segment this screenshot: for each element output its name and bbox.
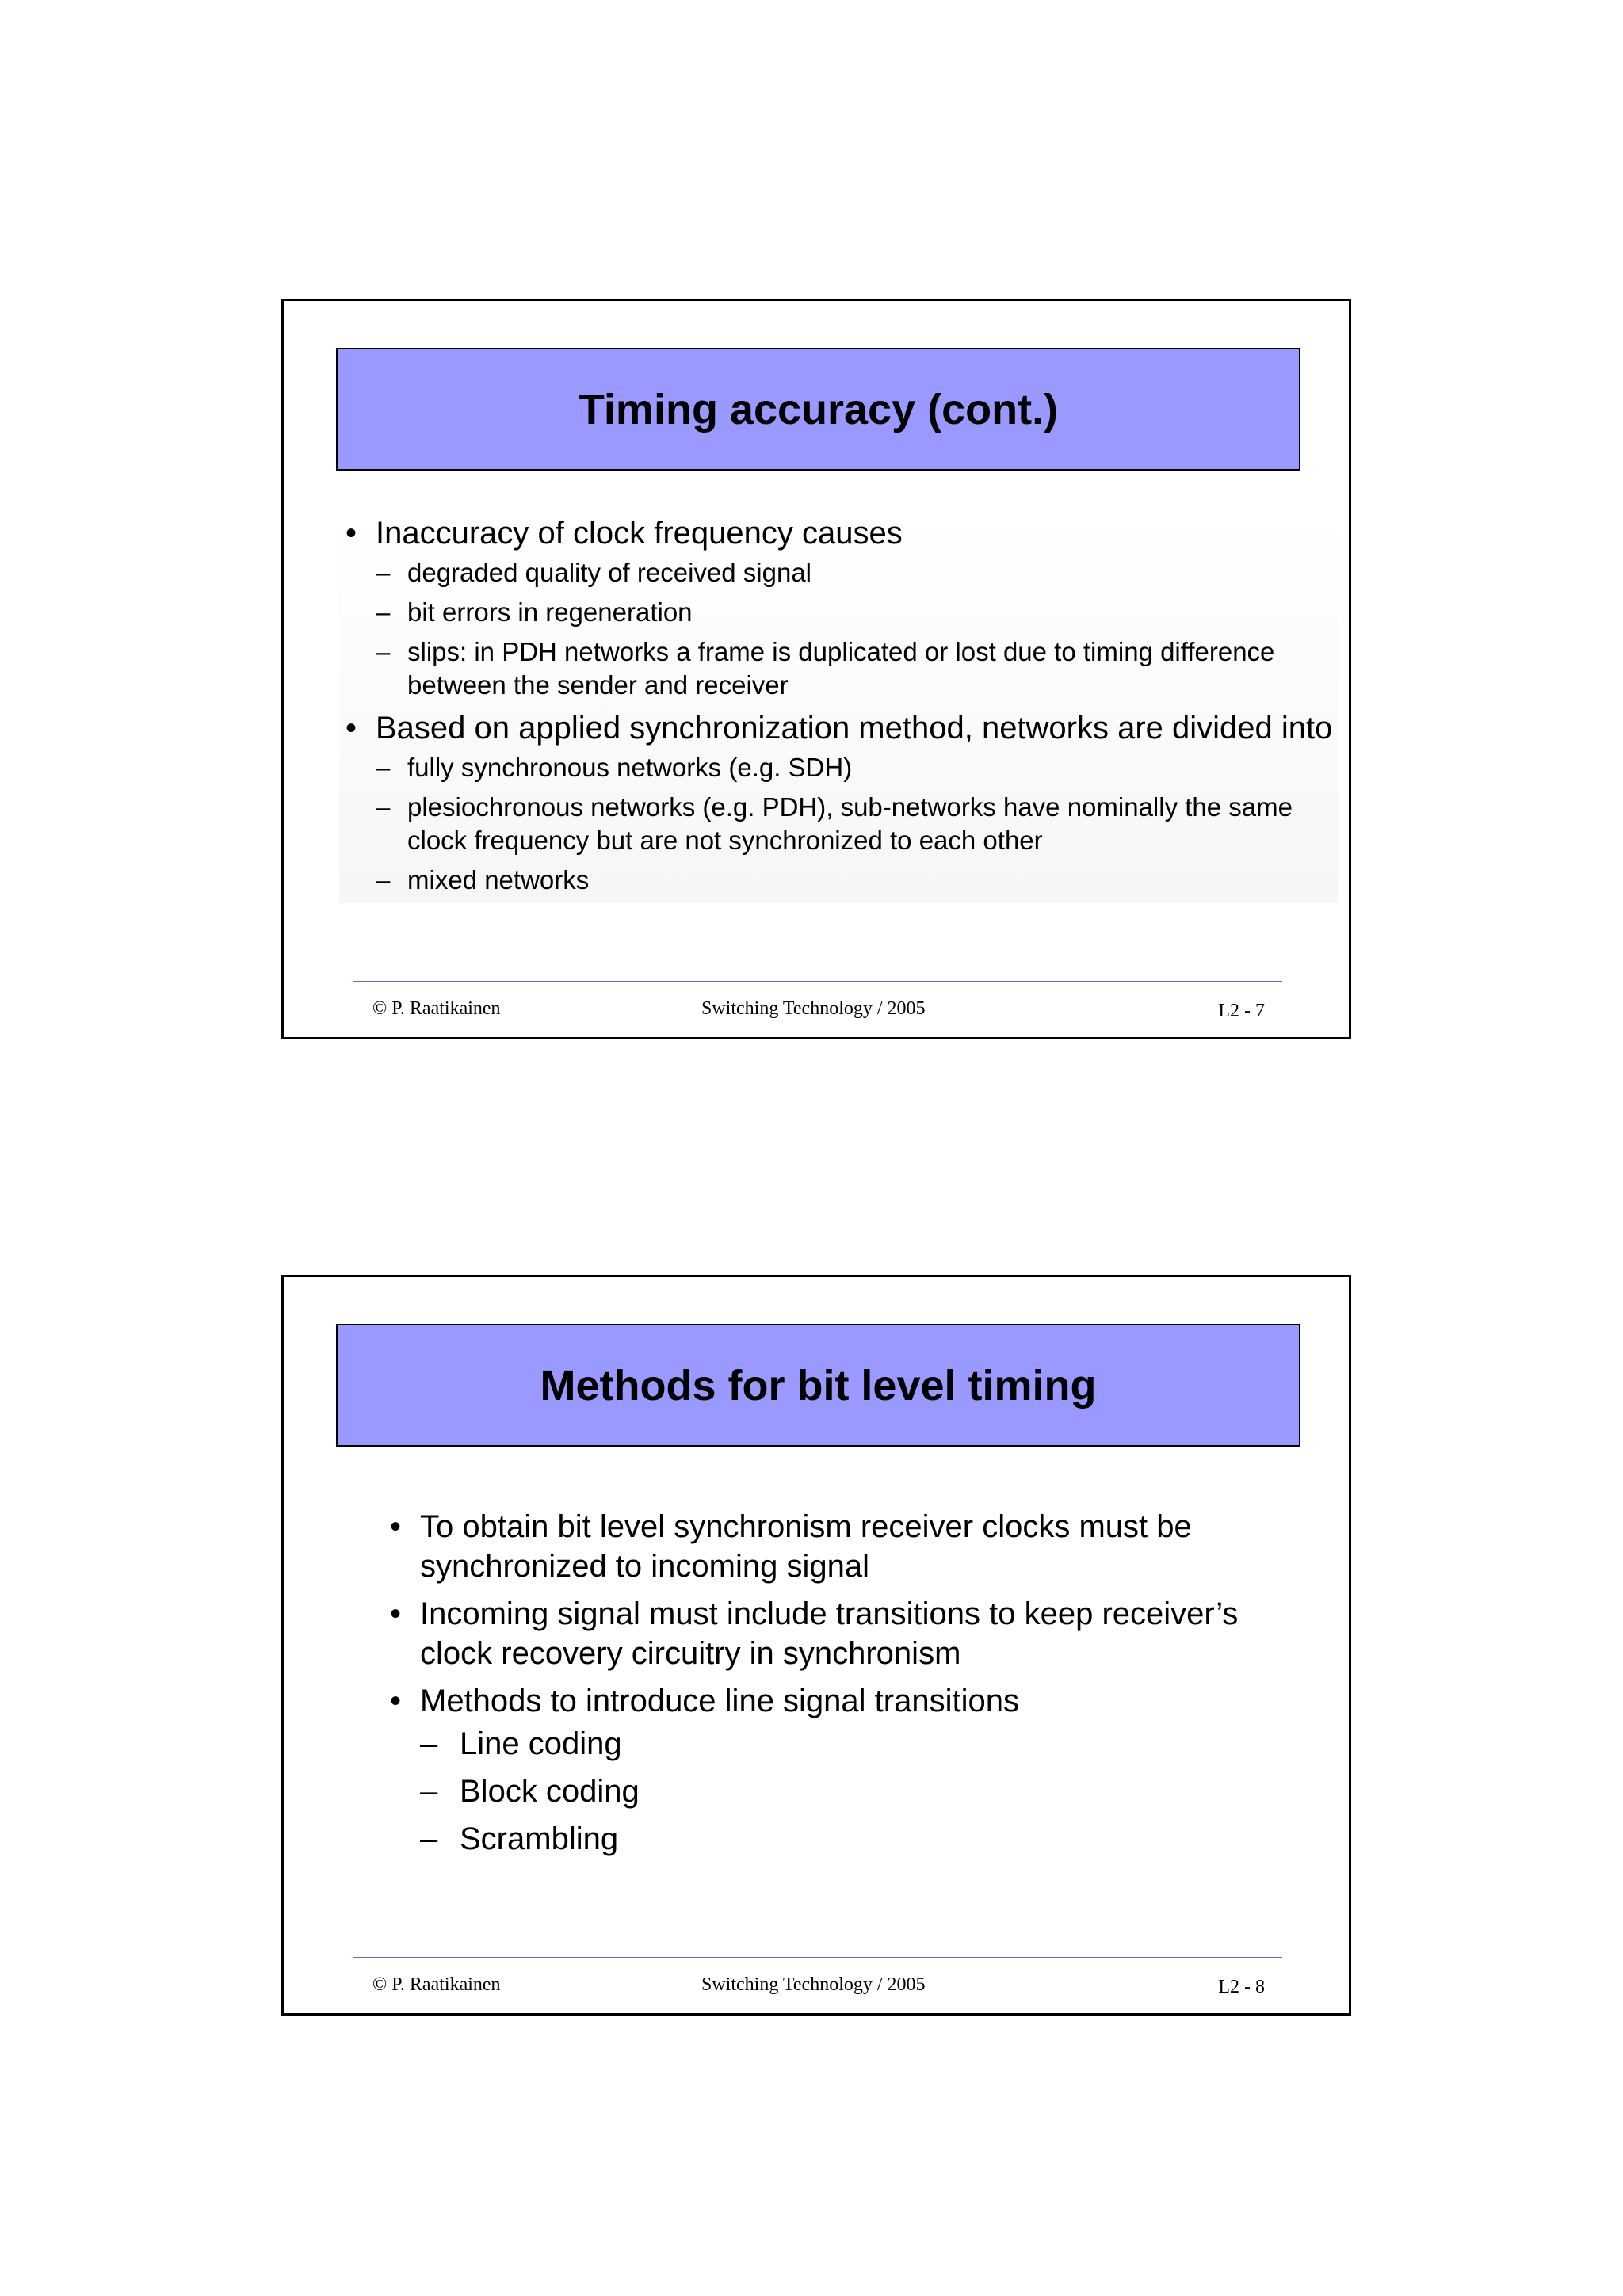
sub-bullet-text: Scrambling xyxy=(460,1821,619,1856)
slide-title-box xyxy=(336,1324,1300,1447)
bullet-text: To obtain bit level synchronism receiver clocks must be synchronized to incoming signal xyxy=(420,1509,1192,1584)
footer-slide-number: L2 - 7 xyxy=(1218,1001,1265,1021)
sub-bullet-item xyxy=(376,751,1338,784)
sub-bullet-item xyxy=(376,791,1338,857)
sub-bullet-item xyxy=(376,596,1338,629)
dash-icon: – xyxy=(376,753,391,782)
bullet-text: Inaccuracy of clock frequency causes xyxy=(376,516,903,551)
sub-bullet-text: fully synchronous networks (e.g. SDH) xyxy=(407,753,853,782)
sub-bullet-item xyxy=(376,635,1338,702)
footer-divider xyxy=(353,981,1282,982)
dash-icon: – xyxy=(376,792,391,822)
slide-7 xyxy=(281,299,1351,1039)
bullet-icon: • xyxy=(389,1684,401,1718)
dash-icon: – xyxy=(376,558,391,587)
bullet-list xyxy=(384,1507,1295,1859)
dash-icon: – xyxy=(420,1821,438,1856)
dash-icon: – xyxy=(376,637,391,666)
slide-body xyxy=(384,1507,1295,1867)
bullet-item xyxy=(339,513,1338,702)
sub-bullet-item xyxy=(420,1819,1295,1859)
sub-bullet-text: bit errors in regeneration xyxy=(407,597,693,627)
sub-bullet-text: mixed networks xyxy=(407,865,590,894)
dash-icon: – xyxy=(420,1726,438,1761)
footer-author: © P. Raatikainen xyxy=(372,998,501,1019)
slide-title: Methods for bit level timing xyxy=(540,1361,1097,1409)
sub-bullet-text: Line coding xyxy=(460,1726,622,1761)
sub-bullet-item xyxy=(376,864,1338,897)
bullet-item xyxy=(384,1594,1295,1673)
slide-title-box xyxy=(336,348,1300,471)
footer-author: © P. Raatikainen xyxy=(372,1974,501,1995)
sub-bullet-list xyxy=(376,556,1338,702)
bullet-text: Methods to introduce line signal transitions xyxy=(420,1684,1019,1718)
bullet-item xyxy=(384,1681,1295,1859)
bullet-icon: • xyxy=(389,1509,401,1544)
slide-title: Timing accuracy (cont.) xyxy=(578,385,1059,433)
footer-slide-number: L2 - 8 xyxy=(1218,1977,1265,1997)
sub-bullet-item xyxy=(420,1724,1295,1764)
slide-8 xyxy=(281,1275,1351,2016)
footer-course: Switching Technology / 2005 xyxy=(701,1974,926,1995)
sub-bullet-text: plesiochronous networks (e.g. PDH), sub-networks have nominally the same clock frequency but are not synchronized to each other xyxy=(407,792,1293,855)
sub-bullet-text: Block coding xyxy=(460,1774,640,1809)
dash-icon: – xyxy=(376,597,391,627)
sub-bullet-text: degraded quality of received signal xyxy=(407,558,812,587)
bullet-item xyxy=(339,708,1338,897)
sub-bullet-item xyxy=(420,1772,1295,1811)
sub-bullet-list xyxy=(420,1724,1295,1859)
slide-body xyxy=(339,513,1338,903)
sub-bullet-list xyxy=(376,751,1338,897)
dash-icon: – xyxy=(420,1774,438,1809)
dash-icon: – xyxy=(376,865,391,894)
bullet-icon: • xyxy=(389,1596,401,1631)
bullet-icon: • xyxy=(345,711,357,746)
sub-bullet-text: slips: in PDH networks a frame is duplicated or lost due to timing difference between the sender and receiver xyxy=(407,637,1275,700)
sub-bullet-item xyxy=(376,556,1338,589)
bullet-item xyxy=(384,1507,1295,1586)
bullet-list xyxy=(339,513,1338,897)
bullet-icon: • xyxy=(345,516,357,551)
bullet-text: Based on applied synchronization method, networks are divided into xyxy=(376,711,1333,746)
footer-divider xyxy=(353,1957,1282,1958)
bullet-text: Incoming signal must include transitions to keep receiver’s clock recovery circuitry in synchronism xyxy=(420,1596,1239,1671)
footer-course: Switching Technology / 2005 xyxy=(701,998,926,1019)
